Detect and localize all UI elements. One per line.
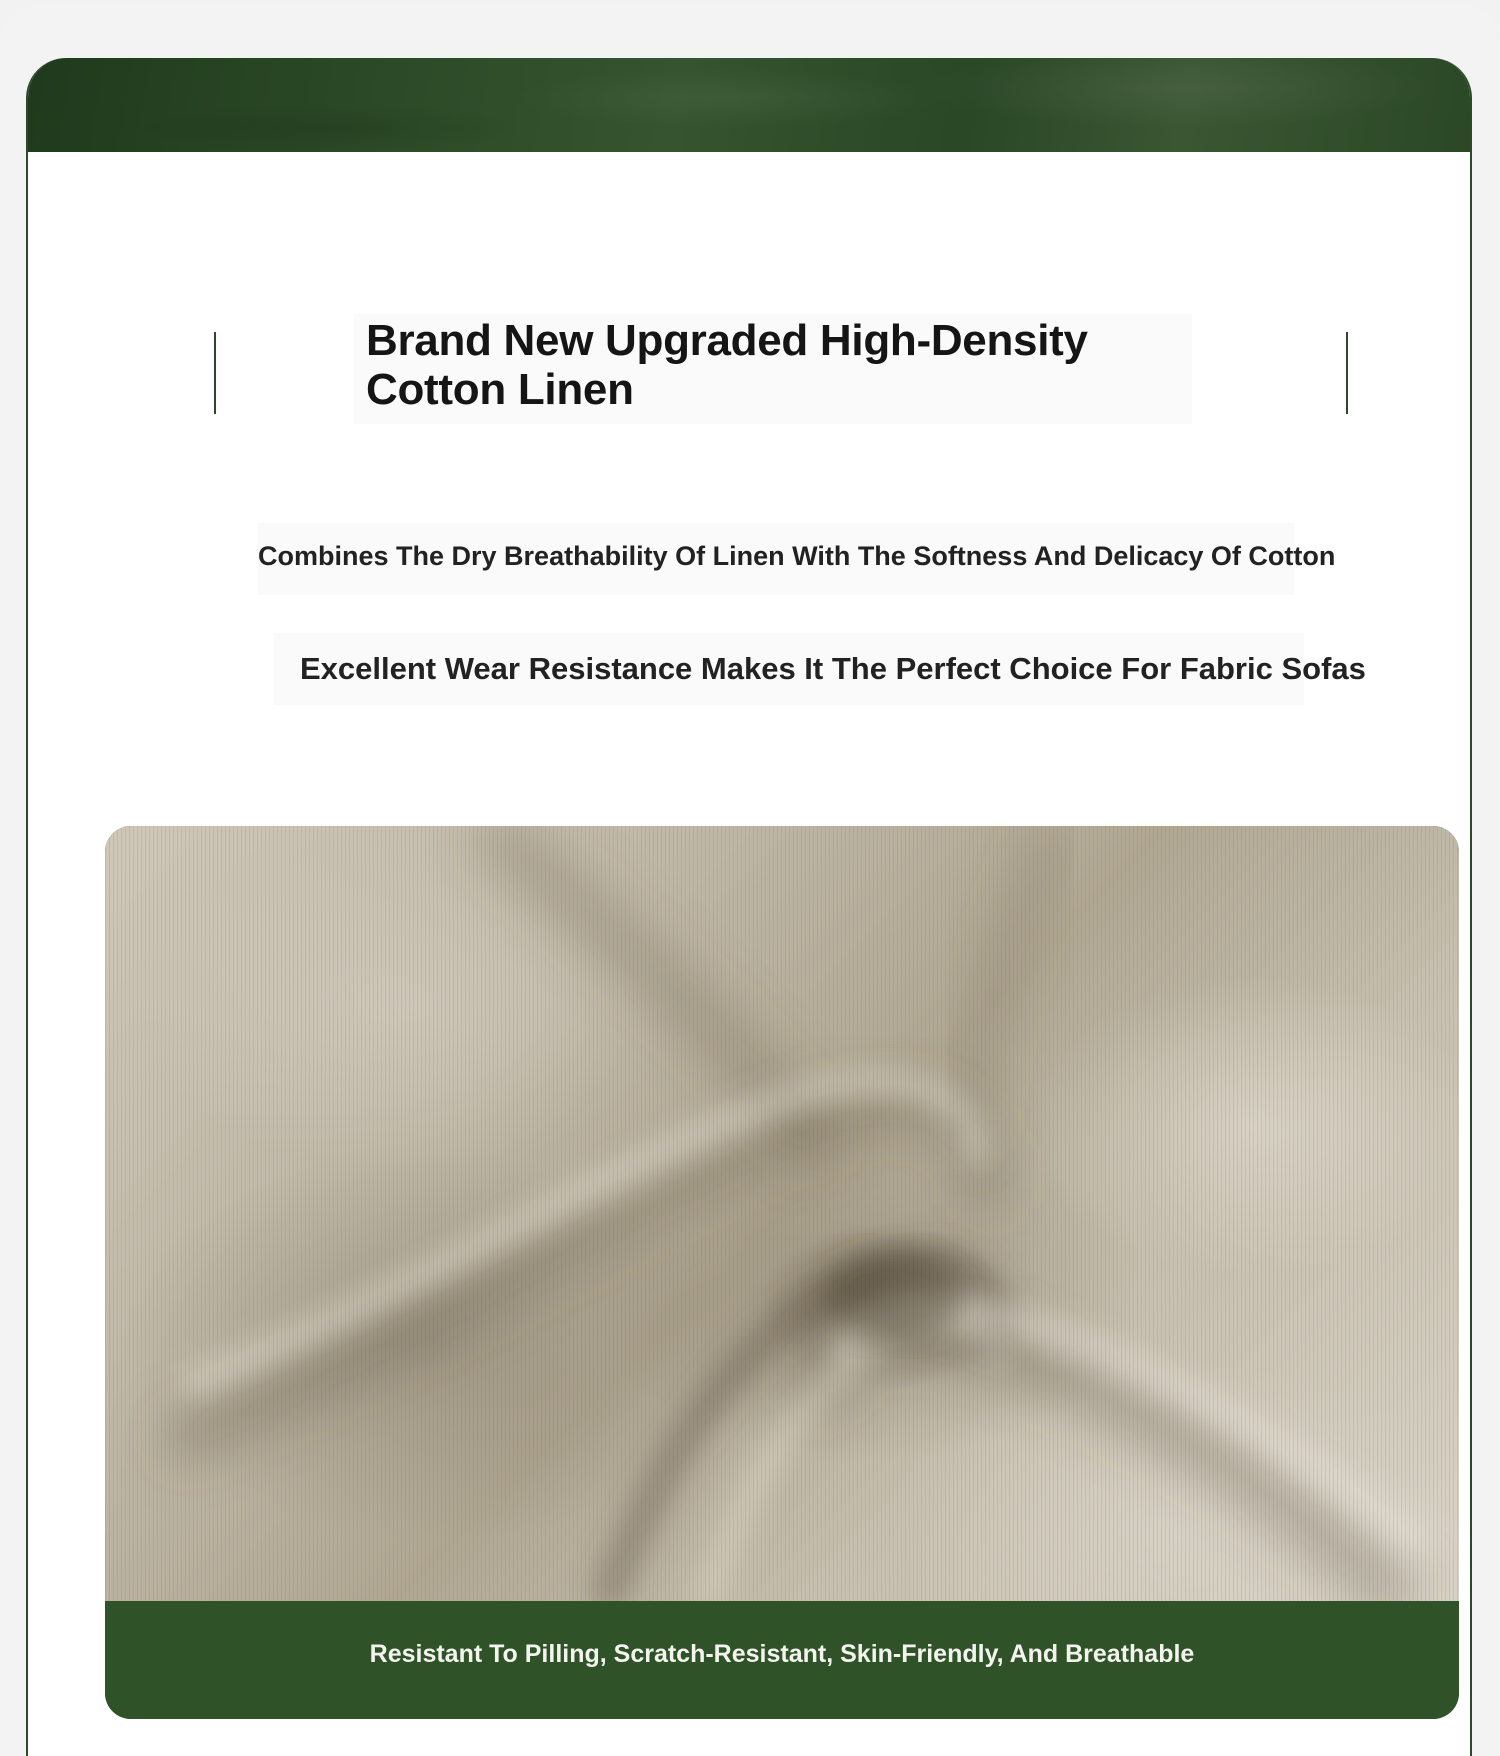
- title-divider-right: [1346, 332, 1348, 414]
- top-green-band: [28, 58, 1470, 152]
- fabric-weave-texture: [105, 826, 1459, 1601]
- feature-line-2: Excellent Wear Resistance Makes It The Perfect Choice For Fabric Sofas: [300, 651, 1366, 686]
- linen-fabric-image: [105, 826, 1459, 1601]
- title-divider-left: [214, 332, 216, 414]
- page-title: Brand New Upgraded High-Density Cotton Linen: [366, 316, 1088, 414]
- caption-text: Resistant To Pilling, Scratch-Resistant, Skin-Friendly, And Breathable: [369, 1640, 1195, 1668]
- feature-line-1: Combines The Dry Breathability Of Linen With The Softness And Delicacy Of Cotton: [258, 541, 1336, 571]
- product-card: [26, 58, 1472, 1756]
- fabric-photo-card: [105, 826, 1459, 1719]
